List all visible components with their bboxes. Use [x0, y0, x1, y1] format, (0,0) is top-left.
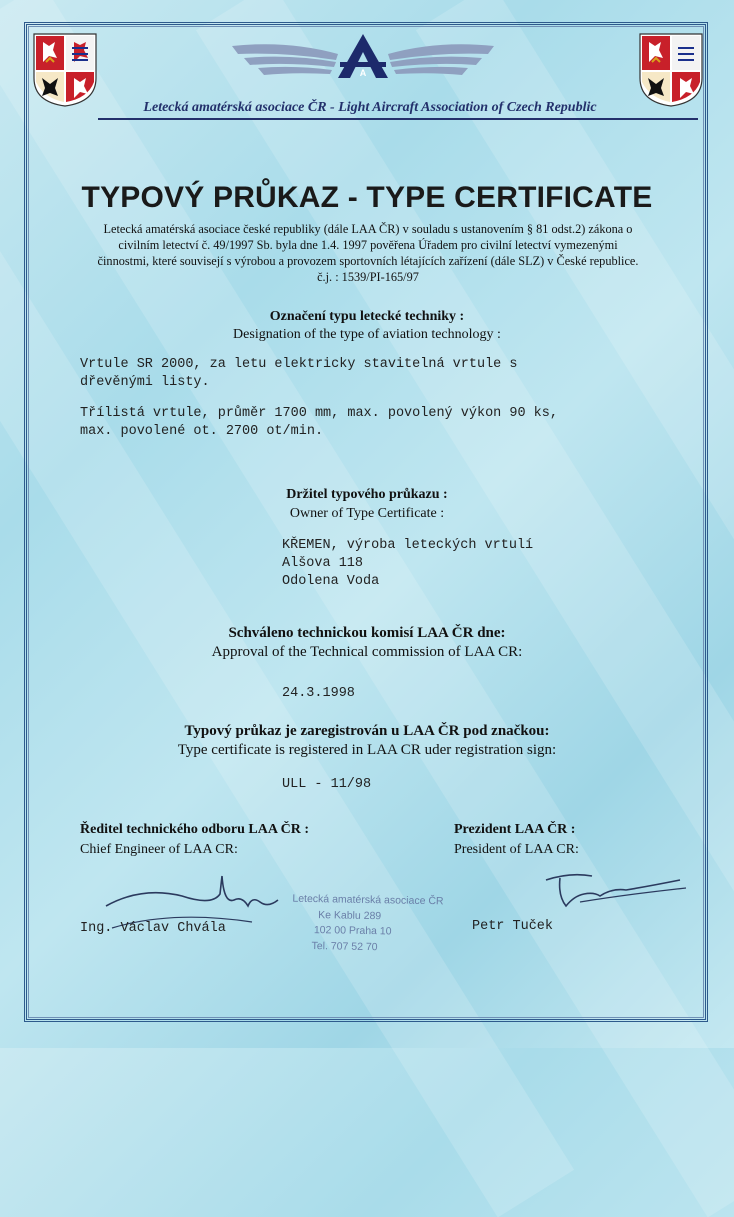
- chief-engineer-title-cz: Ředitel technického odboru LAA ČR :: [80, 822, 310, 837]
- registration-heading-cz: Typový průkaz je zaregistrován u LAA ČR pod značkou:: [184, 723, 550, 739]
- chief-engineer-name: Ing. Václav Chvála: [80, 921, 226, 936]
- stamp-line: 102 00 Praha 10: [313, 924, 392, 938]
- stamp-line: Letecká amatérská asociace ČR: [292, 892, 444, 908]
- owner-heading-en: Owner of Type Certificate :: [289, 506, 445, 521]
- association-stamp: [291, 892, 443, 957]
- intro-line: civilním letectví č. 49/1997 Sb. byla dne 1.4. 1997 pověřena Úřadem pro civilní letectví vymezenými: [118, 238, 618, 252]
- owner-line: Alšova 118: [282, 556, 364, 571]
- czech-coat-of-arms-left-icon: [32, 32, 98, 108]
- chief-engineer-block: [80, 820, 309, 860]
- approval-heading-en: Approval of the Technical commission of LAA CR:: [211, 644, 523, 660]
- designation-line: Vrtule SR 2000, za letu elektricky stavitelná vrtule s: [80, 357, 518, 372]
- intro-line: činnostmi, které souvisejí s výrobou a provozem sportovních létajících zařízení (dále SLZ) v České republice.: [97, 254, 639, 268]
- laa-winged-logo-icon: [228, 32, 498, 80]
- logo-letter: A: [359, 68, 367, 78]
- approval-date: 24.3.1998: [282, 686, 355, 701]
- president-name: Petr Tuček: [472, 919, 554, 934]
- designation-line: Třílistá vrtule, průměr 1700 mm, max. povolený výkon 90 ks,: [80, 406, 558, 421]
- owner-line: Odolena Voda: [282, 574, 380, 589]
- president-block: [454, 820, 579, 860]
- designation-heading-cz: Označení typu letecké techniky :: [269, 309, 465, 324]
- organization-line: Letecká amatérská asociace ČR - Light Aircraft Association of Czech Republic: [143, 100, 597, 115]
- president-title-en: President of LAA CR:: [454, 842, 579, 857]
- czech-coat-of-arms-right-icon: [638, 32, 704, 108]
- stamp-line: Ke Kablu 289: [318, 908, 382, 922]
- president-title-cz: Prezident LAA ČR :: [454, 822, 576, 837]
- designation-heading-en: Designation of the type of aviation technology :: [233, 327, 501, 342]
- chief-engineer-title-en: Chief Engineer of LAA CR:: [80, 842, 238, 857]
- registration-sign: ULL - 11/98: [282, 777, 372, 792]
- intro-paragraph: [56, 221, 680, 285]
- intro-reference: č.j. : 1539/PI-165/97: [317, 270, 419, 284]
- registration-heading-en: Type certificate is registered in LAA CR uder registration sign:: [177, 742, 557, 758]
- designation-line: max. povolené ot. 2700 ot/min.: [80, 424, 324, 439]
- owner-line: KŘEMEN, výroba leteckých vrtulí: [282, 538, 534, 553]
- president-signature-icon: [540, 866, 690, 916]
- certificate-title: TYPOVÝ PRŮKAZ - TYPE CERTIFICATE: [81, 181, 653, 214]
- intro-line: Letecká amatérská asociace české republiky (dále LAA ČR) v souladu s ustanovením § 81 odst.2) zákona o: [103, 222, 633, 236]
- approval-heading-cz: Schváleno technickou komisí LAA ČR dne:: [228, 625, 506, 641]
- stamp-line: Tel. 707 52 70: [311, 939, 378, 953]
- header-divider: [98, 118, 698, 120]
- designation-line: dřevěnými listy.: [80, 375, 210, 390]
- owner-heading-cz: Držitel typového průkazu :: [286, 487, 448, 502]
